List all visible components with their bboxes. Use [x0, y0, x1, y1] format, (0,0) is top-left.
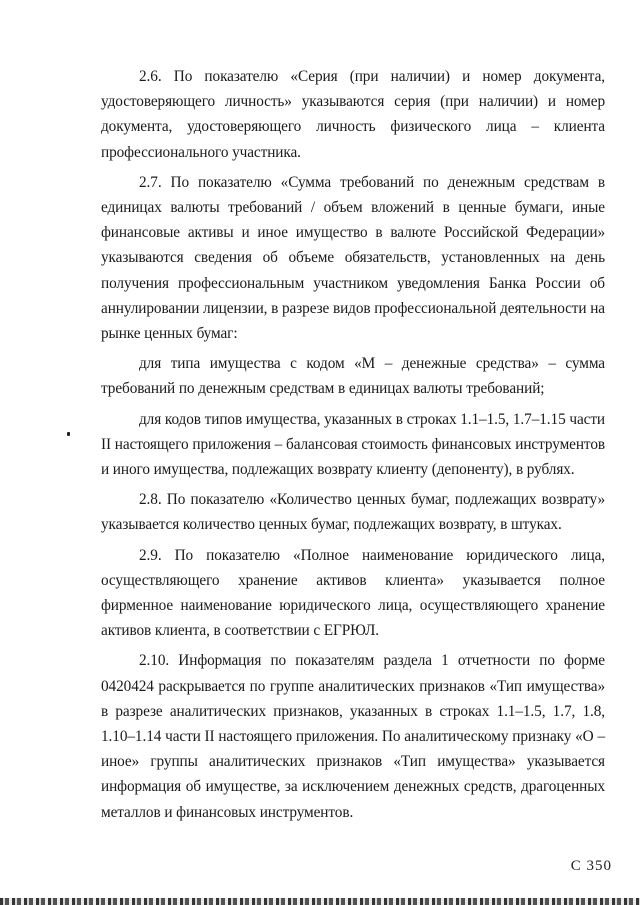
scan-speck: [67, 432, 70, 436]
scan-bottom-edge: [0, 898, 640, 905]
paragraph-2-7: 2.7. По показателю «Сумма требований по денежным средствам в единицах валюты требований / объем вложений в ценные бумаги, иные финансовые активы и иное имущество в валюте Российской Федерации» указываются сведения об объеме обязательств, установленных на день получения профессиональным участником уведомления Банка России об аннулировании лицензии, в разрезе видов профессиональной деятельности на рынке ценных бумаг:: [101, 173, 605, 343]
paragraph-2-7-property-item: для кодов типов имущества, указанных в строках 1.1–1.5, 1.7–1.15 части II настоящего приложения – балансовая стоимость финансовых инструментов и иного имущества, подлежащих возврату клиенту (депоненту), в рублях.: [101, 410, 605, 479]
paragraph-2-9: 2.9. По показателю «Полное наименование юридического лица, осуществляющего хранение активов клиента» указывается полное фирменное наименование юридического лица, осуществляющего хранение активов клиента, в соответствии с ЕГРЮЛ.: [101, 546, 605, 640]
paragraph-2-6: 2.6. По показателю «Серия (при наличии) и номер документа, удостоверяющего личность» указываются серия (при наличии) и номер документа, удостоверяющего личность физического лица – клиента профессионального участника.: [101, 68, 605, 161]
paragraph-2-7-money-item: для типа имущества с кодом «М – денежные средства» – сумма требований по денежным средствам в единицах валюты требований;: [101, 355, 605, 398]
page-number: С 350: [570, 858, 612, 874]
paragraph-2-8: 2.8. По показателю «Количество ценных бумаг, подлежащих возврату» указывается количество ценных бумаг, подлежащих возврату, в штуках.: [101, 491, 605, 534]
document-body: [101, 64, 605, 830]
paragraph-2-10: 2.10. Информация по показателям раздела 1 отчетности по форме 0420424 раскрывается по группе аналитических признаков «Тип имущества» в разрезе аналитических признаков, указанных в строках 1.1–1.5, 1.7, 1.8, 1.10–1.14 части II настоящего приложения. По аналитическому признаку «О – иное» группы аналитических признаков «Тип имущества» указывается информация об имуществе, за исключением денежных средств, драгоценных металлов и финансовых инструментов.: [101, 652, 605, 821]
